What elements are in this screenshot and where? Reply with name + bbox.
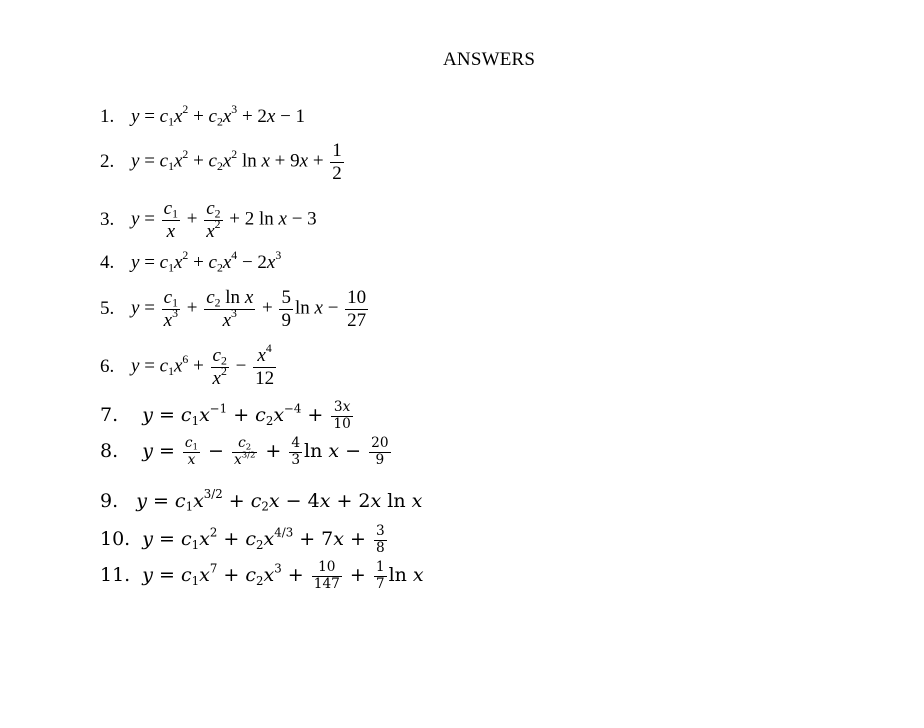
answer-number: 10. [100,528,131,551]
answer-number: 9. [100,490,119,512]
answer-number: 4. [100,252,115,273]
answer-number: 7. [100,404,119,427]
answer-3: 3. y = $\frac{c_1}{x}$ + $\frac{c_2}{x^2}$ + 2 ln x − 3 [100,198,317,242]
answer-number: 5. [100,297,115,319]
answer-1: 1. $y = c_1x^2 + c_2x^3 + 2x - 1$ [100,103,306,129]
answer-10: 10. $y = c_1x^2 + c_2x^{4/3} + 7x$ + $\frac{3}{8}$ [100,523,385,556]
answer-7: 7. $y = c_1x^{-1} + c_2x^{-4}$ + $\frac{3x}{10}$ [100,399,351,432]
answer-number: 6. [100,355,115,377]
answer-11: 11. $y = c_1x^7 + c_2x^3$ + $\frac{10}{147}$ + $\frac{1}{7}$ ln x [100,559,424,592]
answer-8: 8. y = $\frac{c_1}{x}$ − $\frac{c_2}{x^{3/2}}$ + $\frac{4}{3}$ ln x − $\frac{20}{9}$ [100,435,389,468]
answer-number: 2. [100,150,115,172]
answer-9: 9. $y = c_1x^{3/2} + c_2x - 4x + 2x$ ln x [100,487,423,514]
answer-number: 3. [100,208,115,230]
answer-2: 2. $y = c_1x^2 + c_2x^2$ ln x + 9x + $\frac{1}{2}$ [100,140,342,184]
answer-4: 4. $y = c_1x^2 + c_2x^4 - 2x^3$ [100,249,282,275]
answer-number: 1. [100,106,115,127]
page-title: ANSWERS [443,49,536,70]
answer-5: 5. y = $\frac{c_1}{x^3}$ + $\frac{c_2 \ln x}{x^3}$ + $\frac{5}{9}$ ln x − $\frac{10}{27}$ [100,287,367,331]
answer-number: 11. [100,564,131,587]
answer-6: 6. $y = c_1x^6$ + $\frac{c_2}{x^2}$ − $\frac{x^4}{12}$ [100,342,275,389]
answer-number: 8. [100,440,119,463]
